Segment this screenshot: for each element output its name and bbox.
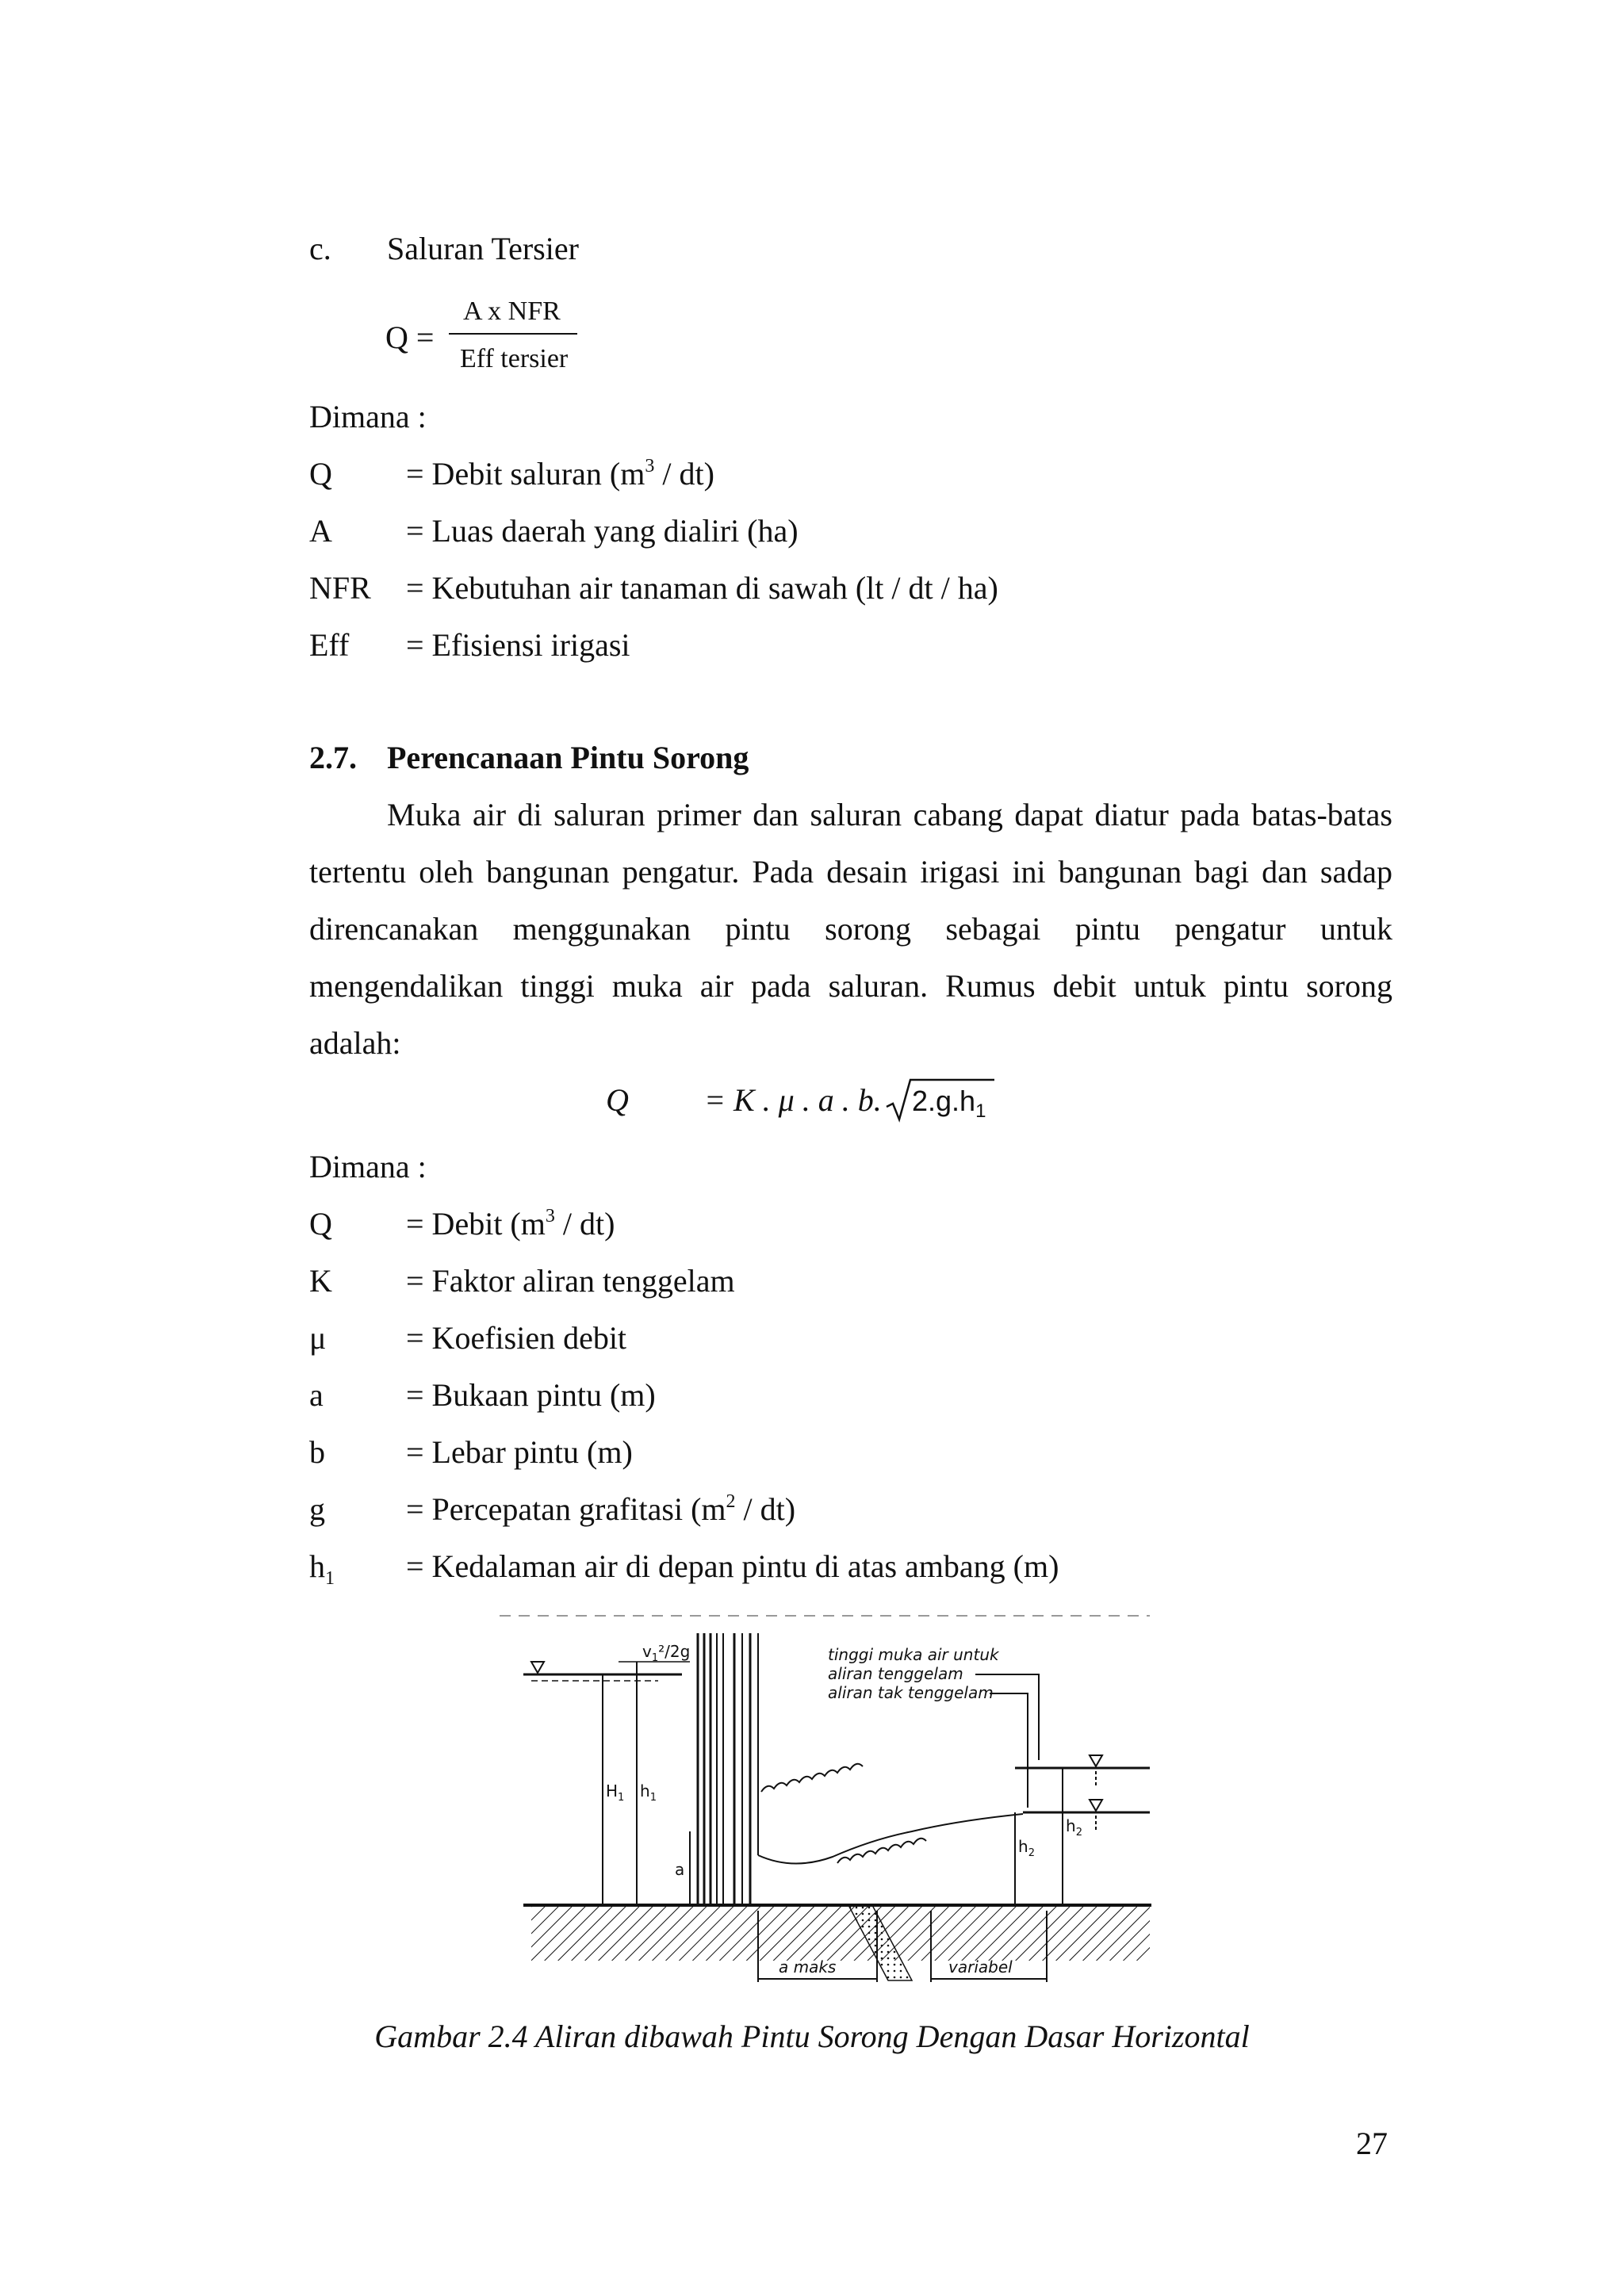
dimana-label-2: Dimana : [309,1149,427,1184]
label-a-maks: a maks [779,1957,837,1976]
def-text-a: = Luas daerah yang dialiri (ha) [406,513,799,549]
flow-profile [758,1814,1023,1864]
label-h2-left: $h_2$ [1018,1837,1035,1859]
hydraulic-jump-submerged [837,1839,926,1863]
label-h2-right: $h_2$ [1066,1816,1082,1839]
leader-free [990,1693,1028,1808]
legend-line-1: tinggi muka air untuk [828,1645,999,1664]
section-title: Perencanaan Pintu Sorong [387,740,749,775]
formula-lhs: Q = [385,320,435,355]
def-symbol-a: A [309,513,332,549]
def-symbol-mu: μ [309,1320,327,1356]
def-text-eff: = Efisiensi irigasi [406,627,630,663]
fraction-bar [449,333,577,335]
section-paragraph: Muka air di saluran primer dan saluran cabang dapat diatur pada batas-batas tertentu oleh bangunan pengatur. Pada desain irigasi ini bangunan bagi dan sadap direncanakan menggunakan pintu sorong sebagai pintu pengatur untuk mengendalikan tinggi muka air pada saluran. Rumus debit untuk pintu sorong adalah: [309,797,1392,1061]
formula-q: Q [606,1082,629,1118]
def-symbol-q: Q [309,456,332,492]
list-marker-c: c. [309,231,331,266]
def-symbol-b: b [309,1434,325,1470]
def-text-mu: = Koefisien debit [406,1320,627,1356]
formula-denominator: Eff tersier [460,344,569,373]
figure-caption: Gambar 2.4 Aliran dibawah Pintu Sorong Dengan Dasar Horizontal [374,2019,1250,2054]
downstream-water-surfaces [1015,1755,1150,1830]
def-text-g: = Percepatan grafitasi $(m^2 / dt)$ [406,1491,796,1527]
label-h1-depth: $h_1$ [640,1781,657,1804]
def-symbol-h1: $h_1$ [309,1548,335,1589]
def-text-q: = Debit saluran $(m^3 / dt)$ [406,456,714,492]
def-text-h1: = Kedalaman air di depan pintu di atas ambang (m) [406,1548,1059,1584]
def-text-k: = Faktor aliran tenggelam [406,1263,735,1299]
label-h1-total: $H_1$ [606,1781,625,1804]
label-variabel: variabel [948,1957,1013,1976]
label-gate-opening: a [675,1860,685,1879]
formula-rhs: = K . μ . a . b. [704,1082,882,1118]
def-text-a2: = Bukaan pintu (m) [406,1377,656,1413]
formula-root: $2.g.h_1$ [912,1085,986,1123]
section-number: 2.7. [309,740,357,775]
def-text-nfr: = Kebutuhan air tanaman di sawah (lt / dt / ha) [406,570,998,606]
def-text-q2: = Debit $(m^3 / dt)$ [406,1206,615,1242]
dimana-label-1: Dimana : [309,399,427,434]
def-symbol-k: K [309,1263,332,1299]
def-symbol-eff: Eff [309,627,350,663]
sluice-gate-figure [500,1601,1213,1998]
legend-line-2: aliran tenggelam [828,1664,963,1683]
legend-line-3: aliran tak tenggelam [828,1683,994,1702]
sluice-gate [698,1633,758,1905]
def-symbol-a2: a [309,1377,324,1413]
def-symbol-g: g [309,1491,325,1527]
hydraulic-jump-free [761,1764,863,1792]
def-text-b: = Lebar pintu (m) [406,1434,633,1470]
def-symbol-nfr: NFR [309,570,371,606]
formula-numerator: A x NFR [463,297,561,326]
page-number: 27 [1356,2126,1388,2161]
label-velocity-head: $v_1^2/2g$ [642,1642,691,1664]
section-c-title: Saluran Tersier [387,231,579,266]
channel-bed [523,1905,1151,1961]
def-symbol-q2: Q [309,1206,332,1242]
